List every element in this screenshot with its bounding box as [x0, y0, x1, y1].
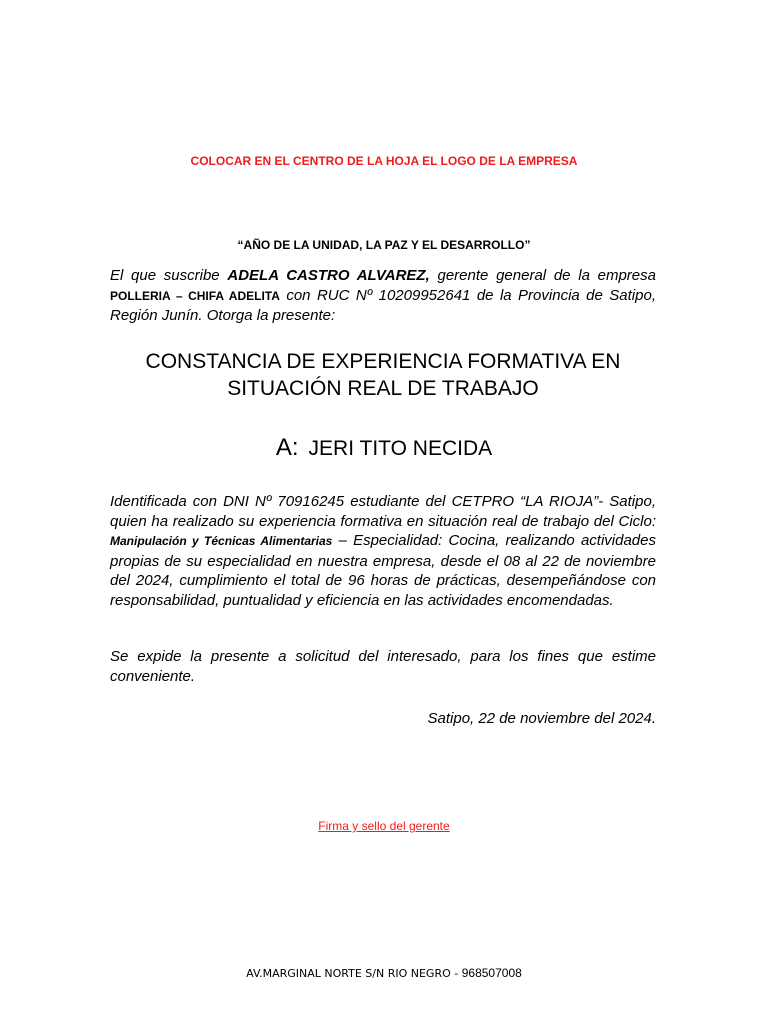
- footer-phone: 968507008: [461, 966, 522, 980]
- course-name: Manipulación y Técnicas Alimentarias: [110, 534, 333, 548]
- date-line: Satipo, 22 de noviembre del 2024.: [427, 710, 656, 727]
- recipient-prefix: A:: [275, 434, 299, 461]
- document-title: CONSTANCIA DE EXPERIENCIA FORMATIVA EN SITUACIÓN REAL DE TRABAJO: [145, 350, 621, 400]
- closing-paragraph: Se expide la presente a solicitud del interesado, para los fines que estime conveniente.: [110, 648, 656, 685]
- recipient-name: JERI TITO NECIDA: [308, 437, 493, 460]
- recipient-line: [0, 434, 768, 463]
- footer-address: [0, 966, 768, 980]
- intro-lead: El que suscribe: [110, 267, 228, 284]
- footer-address-text: AV.MARGINAL NORTE S/N RIO NEGRO -: [246, 967, 462, 980]
- intro-paragraph: [110, 266, 656, 326]
- year-motto: “AÑO DE LA UNIDAD, LA PAZ Y EL DESARROLLO”: [237, 238, 531, 252]
- body-part-1: Identificada con DNI Nº 70916245 estudiante del CETPRO “LA RIOJA”- Satipo, quien ha realizado su experiencia formativa en situación real de trabajo del Ciclo:: [110, 493, 656, 530]
- signature-placeholder: Firma y sello del gerente: [318, 819, 450, 833]
- body-part-2: – Especialidad: Cocina, realizando actividades propias de su especialidad en nuestra empresa, desde el 08 al 22 de noviembre del 2024, cumplimiento el total de 96 horas de prácticas, desempeñándose con responsabilidad, puntualidad y eficiencia en las actividades encomendadas.: [110, 532, 656, 609]
- logo-placeholder-instruction: COLOCAR EN EL CENTRO DE LA HOJA EL LOGO DE LA EMPRESA: [190, 154, 578, 168]
- signer-name: ADELA CASTRO ALVAREZ,: [227, 267, 430, 284]
- body-paragraph: [110, 492, 656, 610]
- intro-ruc: con RUC Nº 10209952641 de la Provincia de Satipo, Región Junín. Otorga la presente:: [110, 286, 656, 324]
- intro-role: gerente general de la empresa: [429, 267, 656, 284]
- company-name: POLLERIA – CHIFA ADELITA: [110, 288, 280, 303]
